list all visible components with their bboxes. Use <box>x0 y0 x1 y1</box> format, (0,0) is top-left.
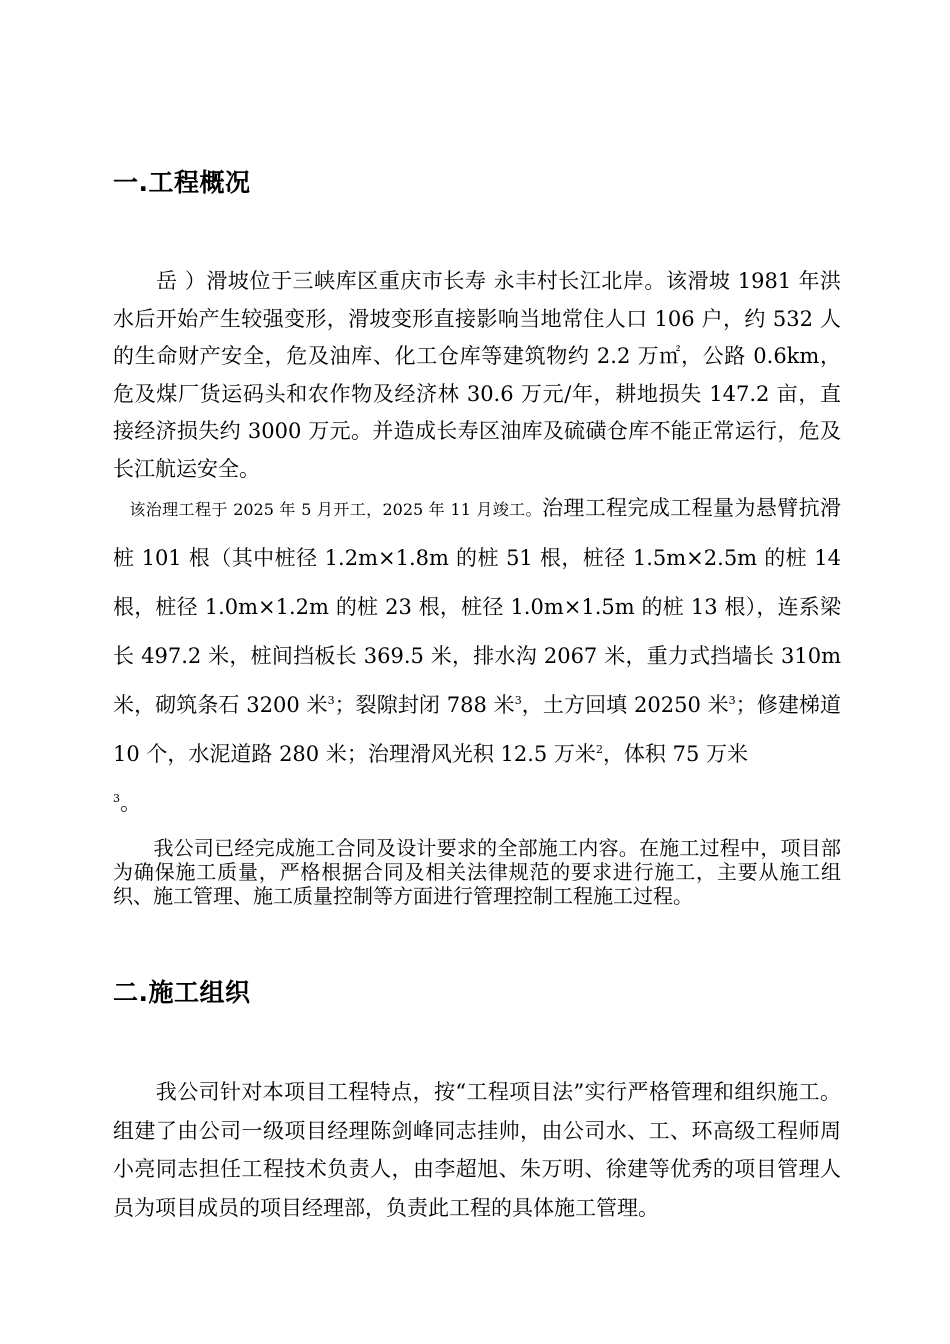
superscript-2: 2 <box>595 743 603 756</box>
quantities-text-e: ，体积 75 万米 <box>602 742 749 766</box>
paragraph-completion: 我公司已经完成施工合同及设计要求的全部施工内容。在施工过程中，项目部为确保施工质量，严格根据合同及相关法律规范的要求进行施工，主要从施工组织、施工管理、施工质量控制等方面进行管理控制工程施工过程。 <box>113 836 841 908</box>
quantities-text-d: ；修建梯道 10 个，水泥道路 280 米；治理滑风光积 12.5 万米 <box>113 693 842 766</box>
quantities-text-b: ；裂隙封闭 788 米 <box>334 693 515 717</box>
paragraph-quantities <box>113 484 841 828</box>
superscript-3: 3 <box>113 792 120 805</box>
section-heading-overview: 一.工程概况 <box>113 168 251 197</box>
quantities-text-f: 。 <box>120 791 141 815</box>
paragraph-organization: 我公司针对本项目工程特点，按“工程项目法”实行严格管理和组织施工。组建了由公司一级项目经理陈剑峰同志挂帅，由公司水、工、环高级工程师周小亮同志担任工程技术负责人，由李超旭、朱万明、徐建等优秀的项目管理人员为项目成员的项目经理部，负责此工程的具体施工管理。 <box>113 1080 841 1220</box>
quantities-text-c: ，土方回填 20250 米 <box>521 693 729 717</box>
superscript-3: 3 <box>728 694 736 707</box>
superscript-3: 3 <box>327 694 335 707</box>
paragraph-overview: 岳 ）滑坡位于三峡库区重庆市长寿 永丰村长江北岸。该滑坡 1981 年洪水后开始产生较强变形，滑坡变形直接影响当地常住人口 106 户，约 532 人的生命财产安全，危及油库、化工仓库等建筑物约 2.2 万㎡，公路 0.6km，危及煤厂货运码头和农作物及经济林 30.6 万元/年，耕地损失 147.2 亩，直接经济损失约 3000 万元。并造成长寿区油库及硫磺仓库不能正常运行，危及长江航运安全。 <box>113 269 841 481</box>
superscript-3: 3 <box>514 694 522 707</box>
section-heading-organization: 二.施工组织 <box>113 978 251 1007</box>
quantities-intro: 该治理工程于 2025 年 5 月开工，2025 年 11 月竣工。 <box>113 500 542 519</box>
quantities-text-a: 治理工程完成工程量为悬臂抗滑桩 101 根（其中桩径 1.2m×1.8m 的桩 51 根，桩径 1.5m×2.5m 的桩 14 根，桩径 1.0m×1.2m 的桩 23 根，桩径 1.0m×1.5m 的桩 13 根），连系梁长 497.2 米，桩间挡板长 369.5 米，排水沟 2067 米，重力式挡墙长 310m 米，砌筑条石 3200 米 <box>113 496 841 717</box>
